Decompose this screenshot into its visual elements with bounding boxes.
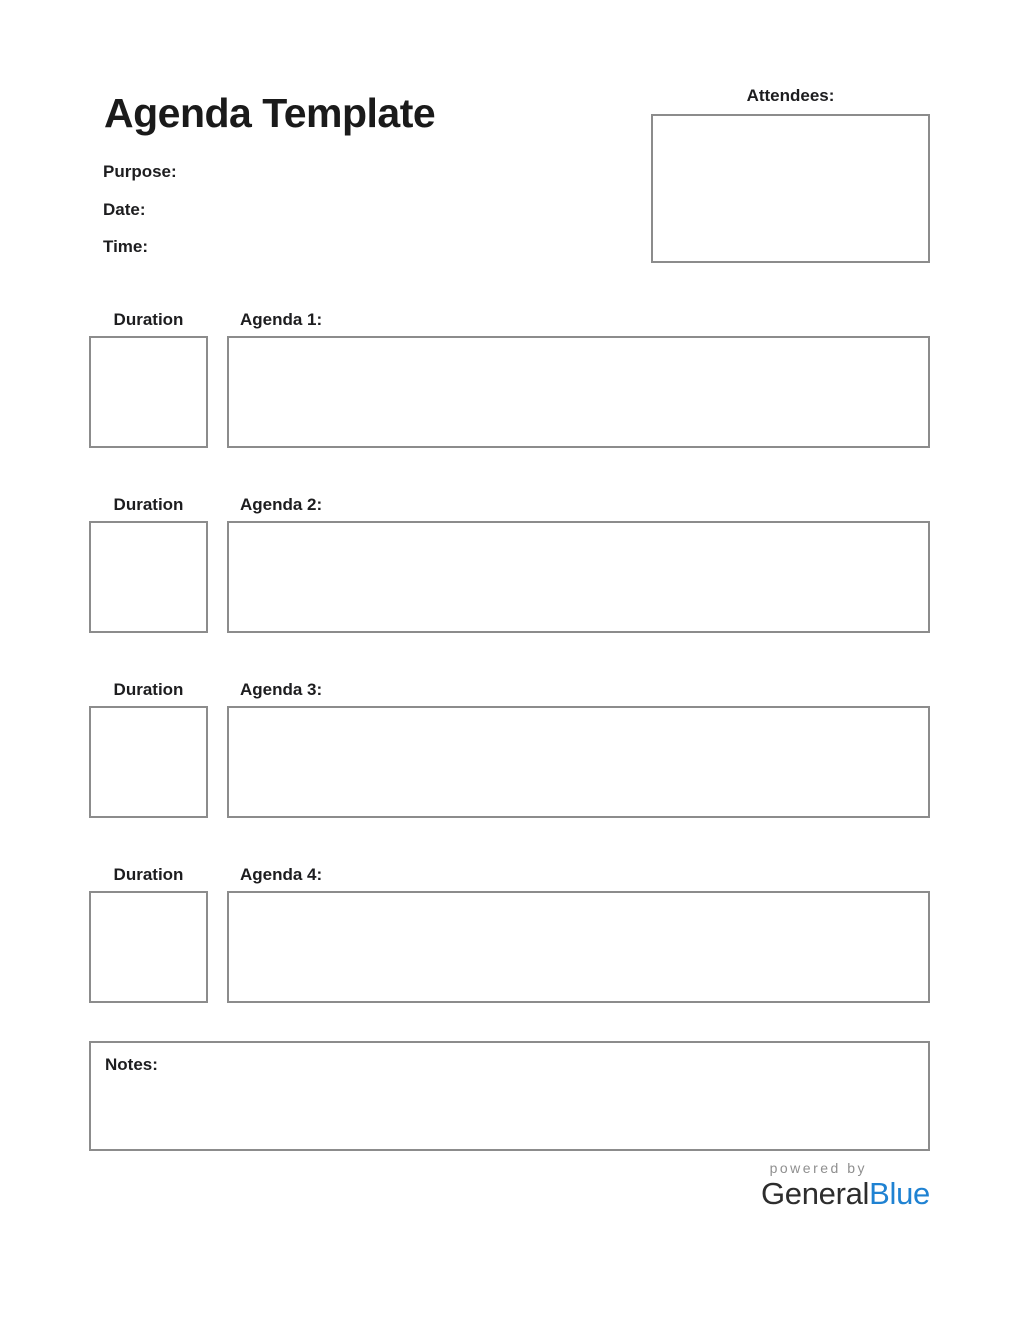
- duration-label-2: Duration: [113, 495, 184, 514]
- agenda-label-2: Agenda 2:: [240, 495, 323, 514]
- agenda-section-4: [0, 865, 1020, 1005]
- purpose-label: Purpose:: [103, 162, 177, 181]
- agenda-label-1: Agenda 1:: [240, 310, 323, 329]
- duration-label-4: Duration: [113, 865, 184, 884]
- brand-blue-text: Blue: [869, 1176, 930, 1211]
- duration-input-box-3[interactable]: [89, 706, 208, 818]
- duration-input-box-4[interactable]: [89, 891, 208, 1003]
- agenda-input-box-4[interactable]: [227, 891, 930, 1003]
- agenda-input-box-2[interactable]: [227, 521, 930, 633]
- agenda-input-box-1[interactable]: [227, 336, 930, 448]
- brand-wordmark: [650, 1178, 930, 1211]
- duration-input-box-2[interactable]: [89, 521, 208, 633]
- duration-input-box-1[interactable]: [89, 336, 208, 448]
- attendees-input-box[interactable]: [651, 114, 930, 263]
- notes-input-box[interactable]: [89, 1041, 930, 1151]
- agenda-section-2: [0, 495, 1020, 635]
- agenda-section-1: [0, 310, 1020, 450]
- duration-label-3: Duration: [113, 680, 184, 699]
- attendees-label: Attendees:: [746, 86, 835, 105]
- agenda-label-3: Agenda 3:: [240, 680, 323, 699]
- page-title: Agenda Template: [104, 90, 436, 136]
- powered-by-text: powered by: [769, 1160, 867, 1176]
- agenda-input-box-3[interactable]: [227, 706, 930, 818]
- agenda-label-4: Agenda 4:: [240, 865, 323, 884]
- duration-label-1: Duration: [113, 310, 184, 329]
- general-blue-logo: [650, 1160, 930, 1211]
- brand-general-text: General: [760, 1176, 870, 1211]
- agenda-section-3: [0, 680, 1020, 820]
- date-label: Date:: [103, 200, 146, 219]
- notes-label: Notes:: [105, 1055, 158, 1074]
- time-label: Time:: [103, 237, 149, 256]
